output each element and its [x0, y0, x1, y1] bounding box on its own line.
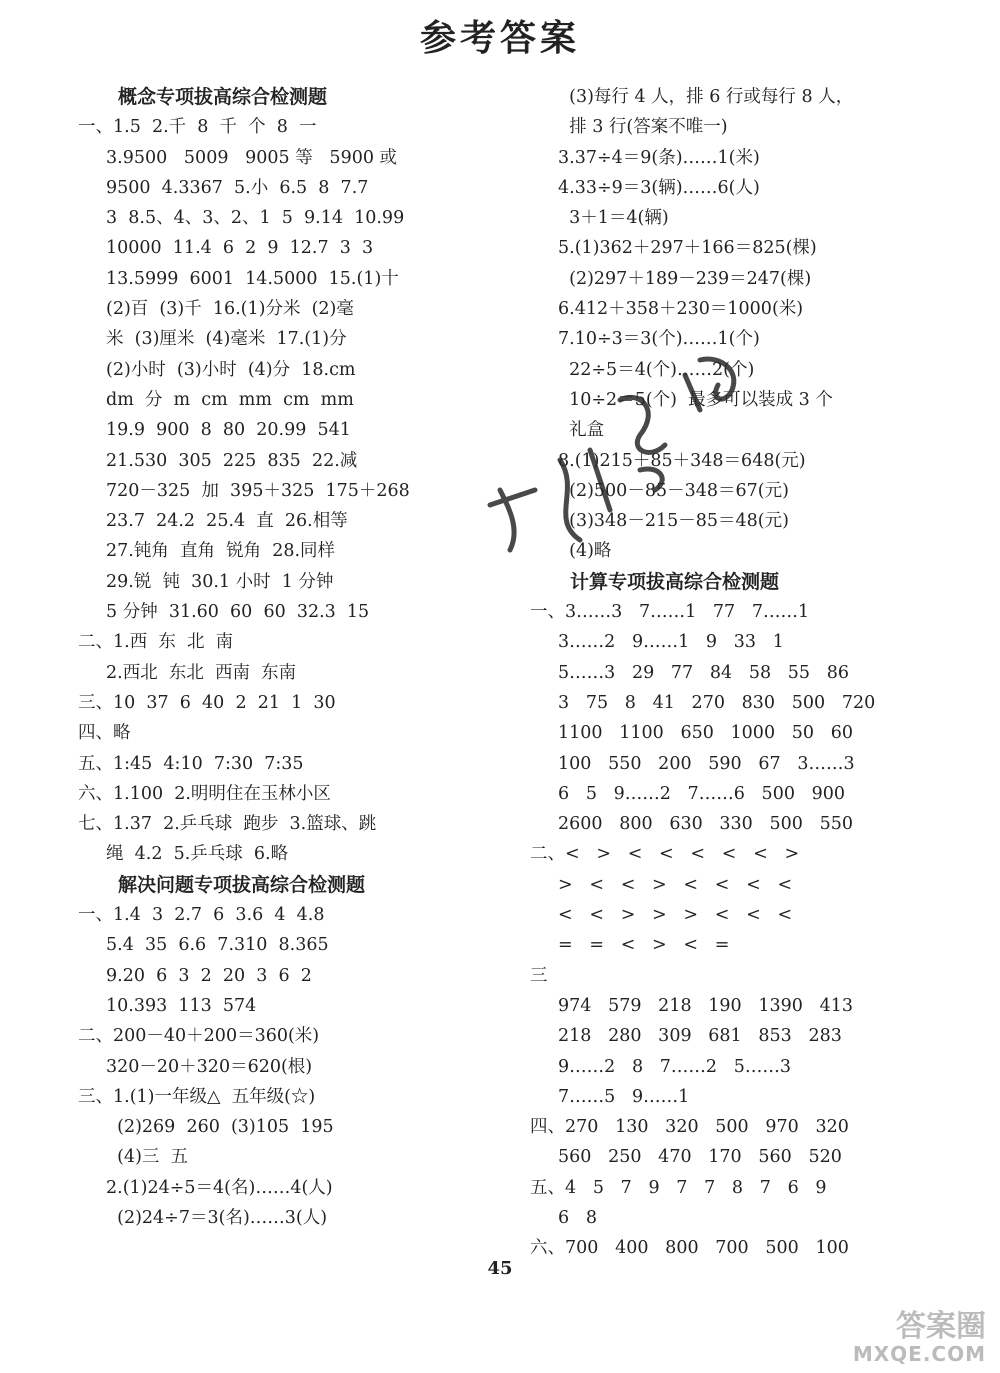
answer-line: 三、10 37 6 40 2 21 1 30 — [78, 692, 336, 713]
answer-line: 四、略 — [78, 723, 131, 744]
answer-line: (3)每行 4 人，排 6 行或每行 8 人， — [558, 87, 854, 107]
answer-line: 3.37÷4＝9(条)……1(米) — [558, 147, 760, 168]
answer-line: (2)297＋189－239＝247(棵) — [558, 268, 812, 289]
answer-line: 六、1.100 2.明明住在玉林小区 — [78, 783, 331, 804]
answer-line: (2)小时 (3)小时 (4)分 18.cm — [106, 359, 356, 380]
answer-line: 4.33÷9＝3(辆)……6(人) — [558, 177, 760, 198]
answer-line: 1100 1100 650 1000 50 60 — [558, 723, 853, 744]
answer-line: (3)348－215－85＝48(元) — [558, 511, 789, 532]
answer-line: 7……5 9……1 — [558, 1086, 690, 1107]
answer-line: 七、1.37 2.乒乓球 跑步 3.篮球、跳 — [78, 814, 377, 835]
answer-line: 三、1.(1)一年级△ 五年级(☆) — [78, 1086, 316, 1107]
answer-line: 10000 11.4 6 2 9 12.7 3 3 — [106, 238, 374, 259]
answer-line: < < > > > < < < — [558, 905, 793, 926]
answer-line: dm 分 m cm mm cm mm — [106, 389, 354, 410]
answer-line: 29.锐 钝 30.1 小时 1 分钟 — [106, 571, 334, 592]
answer-line: 5.(1)362＋297＋166＝825(棵) — [558, 238, 817, 259]
answer-line: = = < > < = — [558, 935, 730, 956]
page-title: 参考答案 — [419, 17, 580, 59]
answer-line: 6.412＋358＋230＝1000(米) — [558, 299, 804, 320]
watermark-logo-text: 答案圈 — [896, 1309, 986, 1344]
section-heading: 计算专项拔高综合检测题 — [570, 570, 780, 593]
answer-line: 2600 800 630 330 500 550 — [558, 814, 853, 835]
answer-line: 五、4 5 7 9 7 7 8 7 6 9 — [530, 1177, 827, 1198]
left-answer-column — [78, 82, 458, 1233]
answer-line: 3 75 8 41 270 830 500 720 — [558, 692, 876, 713]
answer-line: (2)百 (3)千 16.(1)分米 (2)毫 — [106, 299, 354, 320]
watermark-url: MXQE.COM — [852, 1342, 986, 1366]
answer-line: 5……3 29 77 84 58 55 86 — [558, 662, 850, 683]
answer-line: 二、1.西 东 北 南 — [78, 632, 234, 653]
answer-line: 974 579 218 190 1390 413 — [558, 995, 853, 1016]
answer-line: 720－325 加 395＋325 175＋268 — [106, 480, 410, 501]
answer-line: 27.钝角 直角 锐角 28.同样 — [106, 541, 336, 562]
answer-line: 绳 4.2 5.乒乓球 6.略 — [106, 844, 289, 865]
answer-line: 一、1.5 2.千 8 千 个 8 一 — [78, 117, 317, 138]
answer-line: 13.5999 6001 14.5000 15.(1)十 — [106, 268, 399, 289]
answer-line: 六、700 400 800 700 500 100 — [530, 1238, 849, 1259]
answer-line: > < < > < < < < — [558, 874, 793, 895]
answer-line: 2.(1)24÷5＝4(名)……4(人) — [106, 1177, 333, 1198]
answer-line: 6 5 9……2 7……6 500 900 — [558, 783, 846, 804]
answer-line: 排 3 行(答案不唯一) — [558, 117, 728, 138]
answer-line: 8.(1)215＋85＋348＝648(元) — [558, 450, 806, 471]
answer-line: (4)略 — [558, 541, 612, 562]
answer-line: 四、270 130 320 500 970 320 — [530, 1117, 849, 1138]
answer-line: 10÷2＝5(个) 最多可以装成 3 个 — [558, 389, 833, 410]
answer-line: 100 550 200 590 67 3……3 — [558, 753, 855, 774]
answer-line: 6 8 — [558, 1207, 597, 1228]
answer-line: (2)500－85－348＝67(元) — [558, 480, 789, 501]
answer-line: 3……2 9……1 9 33 1 — [558, 632, 784, 653]
answer-line: 320－20＋320＝620(根) — [106, 1056, 313, 1077]
answer-line: 五、1:45 4:10 7:30 7:35 — [78, 753, 304, 774]
answer-line: 米 (3)厘米 (4)毫米 17.(1)分 — [106, 329, 347, 350]
answer-line: 5.4 35 6.6 7.310 8.365 — [106, 935, 329, 956]
answer-line: 5 分钟 31.60 60 60 32.3 15 — [106, 602, 370, 623]
answer-line: 10.393 113 574 — [106, 995, 257, 1016]
answer-line: 9500 4.3367 5.小 6.5 8 7.7 — [106, 177, 369, 198]
answer-line: 218 280 309 681 853 283 — [558, 1026, 842, 1047]
answer-line: 7.10÷3＝3(个)……1(个) — [558, 329, 760, 350]
answer-line: 23.7 24.2 25.4 直 26.相等 — [106, 511, 348, 532]
section-heading: 概念专项拔高综合检测题 — [118, 86, 328, 108]
answer-line: 22÷5＝4(个)……2(个) — [558, 359, 755, 380]
page-number: 45 — [487, 1258, 513, 1279]
answer-line: 19.9 900 8 80 20.99 541 — [106, 420, 351, 441]
answer-line: 21.530 305 225 835 22.减 — [106, 450, 358, 471]
answer-line: 一、1.4 3 2.7 6 3.6 4 4.8 — [78, 905, 325, 926]
answer-line: (2)24÷7＝3(名)……3(人) — [106, 1207, 328, 1228]
answer-line: 三 — [530, 965, 548, 986]
answer-line: 3 8.5、4、3、2、1 5 9.14 10.99 — [106, 208, 405, 229]
answer-line: 3.9500 5009 9005 等 5900 或 — [106, 147, 398, 168]
answer-line: (4)三 五 — [106, 1147, 189, 1168]
right-answer-column — [530, 82, 930, 1264]
answer-line: 2.西北 东北 西南 东南 — [106, 662, 297, 683]
answer-line: 9.20 6 3 2 20 3 6 2 — [106, 965, 312, 986]
answer-line: 一、3……3 7……1 77 7……1 — [530, 602, 810, 623]
section-heading: 解决问题专项拔高综合检测题 — [118, 873, 366, 896]
site-watermark — [853, 1310, 986, 1365]
answer-line: 9……2 8 7……2 5……3 — [558, 1056, 792, 1077]
answer-line: 礼盒 — [558, 420, 605, 441]
answer-line: 3＋1＝4(辆) — [558, 208, 669, 229]
answer-line: 二、200－40＋200＝360(米) — [78, 1026, 320, 1047]
answer-line: 二、< > < < < < < > — [530, 844, 800, 865]
answer-line: 560 250 470 170 560 520 — [558, 1147, 842, 1168]
answer-line: (2)269 260 (3)105 195 — [106, 1117, 334, 1138]
